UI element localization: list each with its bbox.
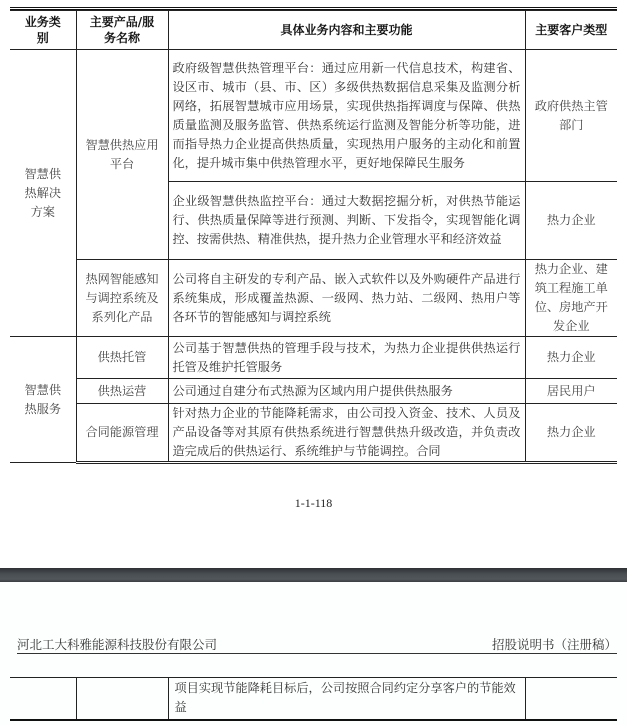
table-row bbox=[10, 379, 617, 404]
company-name: 河北工大科雅能源科技股份有限公司 bbox=[17, 637, 218, 652]
running-header bbox=[17, 635, 617, 654]
customer-cell: 居民用户 bbox=[525, 379, 617, 404]
table-row bbox=[10, 50, 617, 182]
customer-cell: 热力企业 bbox=[525, 404, 617, 463]
customer-cell: 政府供热主管部门 bbox=[525, 50, 617, 182]
business-table bbox=[10, 10, 617, 464]
table-header-row bbox=[10, 11, 617, 50]
description-cell: 企业级智慧供热监控平台：通过大数据挖掘分析，对供热节能运行、供热质量保障等进行预测、判断、下发指令，实现智能化调控、按需供热、精准供热，提升热力企业管理水平和经济效益 bbox=[168, 182, 525, 260]
product-cell: 合同能源管理 bbox=[76, 404, 168, 463]
description-cell: 政府级智慧供热管理平台：通过应用新一代信息技术，构建省、设区市、城市（县、市、区）多级供热数据信息采集及监测分析网络，拓展智慧城市应用场景，实现供热指挥调度与保障、供热质量监测及服务监管、供热系统运行监测及智能分析等功能，进而指导热力企业提高供热质量，实现热用户服务的主动化和前置化，提升城市集中供热管理水平，更好地保障民生服务 bbox=[168, 50, 525, 182]
table-row bbox=[10, 404, 617, 463]
header-customer: 主要客户类型 bbox=[525, 11, 617, 50]
product-cell: 智慧供热应用 平台 bbox=[76, 50, 168, 260]
header-description: 具体业务内容和主要功能 bbox=[168, 11, 525, 50]
document-type: 招股说明书（注册稿） bbox=[491, 637, 617, 652]
product-cell bbox=[76, 678, 168, 721]
product-cell: 热网智能感知 与调控系统及 系列化产品 bbox=[76, 260, 168, 337]
table-row bbox=[10, 337, 617, 379]
table-top-rule bbox=[10, 7, 617, 8]
description-cell: 公司将自主研发的专利产品、嵌入式软件以及外购硬件产品进行系统集成，形成覆盖热源、一级网、热力站、二级网、热用户等各环节的智能感知与调控系统 bbox=[168, 260, 525, 337]
table-row bbox=[10, 260, 617, 337]
description-cell: 公司通过自建分布式热源为区域内用户提供供热服务 bbox=[168, 379, 525, 404]
page-number: 1-1-118 bbox=[294, 496, 333, 510]
header-product: 主要产品/服 务名称 bbox=[76, 11, 168, 50]
description-cell: 公司基于智慧供热的管理手段与技术，为热力企业提供供热运行托管及维护托管服务 bbox=[168, 337, 525, 379]
customer-cell: 热力企业、建筑工程施工单位、房地产开发企业 bbox=[525, 260, 617, 337]
category-cell bbox=[10, 678, 76, 721]
description-cell: 针对热力企业的节能降耗需求，由公司投入资金、技术、人员及产品设备等对其原有供热系统进行智慧供热升级改造，并负责改造完成后的供热运行、系统维护与节能调控。合同 bbox=[168, 404, 525, 463]
header-category: 业务类 别 bbox=[10, 11, 76, 50]
customer-cell: 热力企业 bbox=[525, 182, 617, 260]
product-cell: 供热托管 bbox=[76, 337, 168, 379]
document-page-2 bbox=[0, 582, 627, 725]
table-row bbox=[10, 678, 617, 721]
category-cell: 智慧供 热服务 bbox=[10, 337, 76, 463]
page-break-bar bbox=[0, 568, 627, 582]
product-cell: 供热运营 bbox=[76, 379, 168, 404]
customer-cell bbox=[525, 678, 617, 721]
description-cell: 项目实现节能降耗目标后，公司按照合同约定分享客户的节能效益 bbox=[168, 678, 525, 721]
category-cell: 智慧供 热解决 方案 bbox=[10, 50, 76, 337]
continuation-table bbox=[10, 677, 617, 721]
customer-cell: 热力企业 bbox=[525, 337, 617, 379]
